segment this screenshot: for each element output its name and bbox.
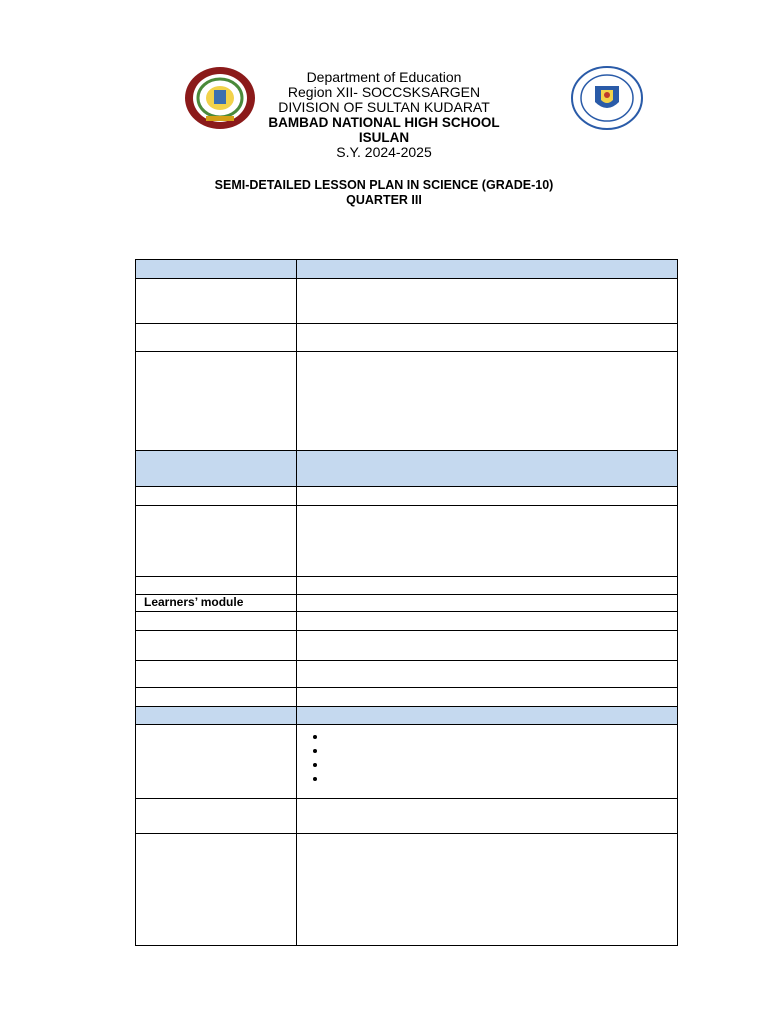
region-line: Region XII- SOCCSKSARGEN [287,84,481,100]
table-row [136,487,678,506]
list-item [327,743,669,757]
table-cell [136,506,297,577]
division-line: DIVISION OF SULTAN KUDARAT [278,99,490,115]
table-cell [297,688,678,707]
table-cell [297,352,678,451]
table-row [136,595,678,612]
table-cell [297,451,678,487]
list-item [327,771,669,785]
table-cell [136,834,297,946]
table-cell [136,487,297,506]
table-cell [136,279,297,324]
table-cell [136,352,297,451]
table-row [136,577,678,595]
table-row [136,707,678,725]
table-cell [297,612,678,631]
table-cell [136,631,297,661]
table-cell [136,725,297,799]
table-cell [297,487,678,506]
table-cell [297,260,678,279]
table-cell [297,799,678,834]
town-name: ISULAN [358,130,410,145]
table-cell [136,451,297,487]
table-cell [297,506,678,577]
table-row [136,324,678,352]
table-cell [297,279,678,324]
school-year: S.Y. 2024-2025 [336,144,432,160]
table-row [136,506,678,577]
table-cell [297,834,678,946]
table-row [136,352,678,451]
lesson-plan-table [135,259,678,946]
quarter-line: QUARTER III [346,193,422,207]
letterhead [0,70,768,160]
bullet-list [305,729,669,785]
list-item [327,729,669,743]
table-cell [136,707,297,725]
school-name: BAMBAD NATIONAL HIGH SCHOOL [268,115,500,130]
learners-module-label: Learners’ module [136,595,297,612]
table-row [136,631,678,661]
table-cell [136,260,297,279]
title-line: SEMI-DETAILED LESSON PLAN IN SCIENCE (GRADE-10) [214,178,554,192]
table-cell [297,725,678,799]
table-row [136,612,678,631]
table-cell [136,612,297,631]
table-cell [297,661,678,688]
table-cell [297,595,678,612]
department-line: Department of Education [306,69,462,85]
table-cell [297,631,678,661]
list-item [327,757,669,771]
table-row [136,799,678,834]
table-cell [297,324,678,352]
table-cell [136,688,297,707]
table-cell [136,661,297,688]
document-title [0,178,768,208]
table-row [136,279,678,324]
table-cell [136,799,297,834]
table-cell [297,577,678,595]
table-row [136,688,678,707]
table-cell [136,577,297,595]
table-row [136,451,678,487]
table-row [136,725,678,799]
table-cell [297,707,678,725]
table-row [136,834,678,946]
table-cell [136,324,297,352]
table-row [136,260,678,279]
table-row [136,661,678,688]
